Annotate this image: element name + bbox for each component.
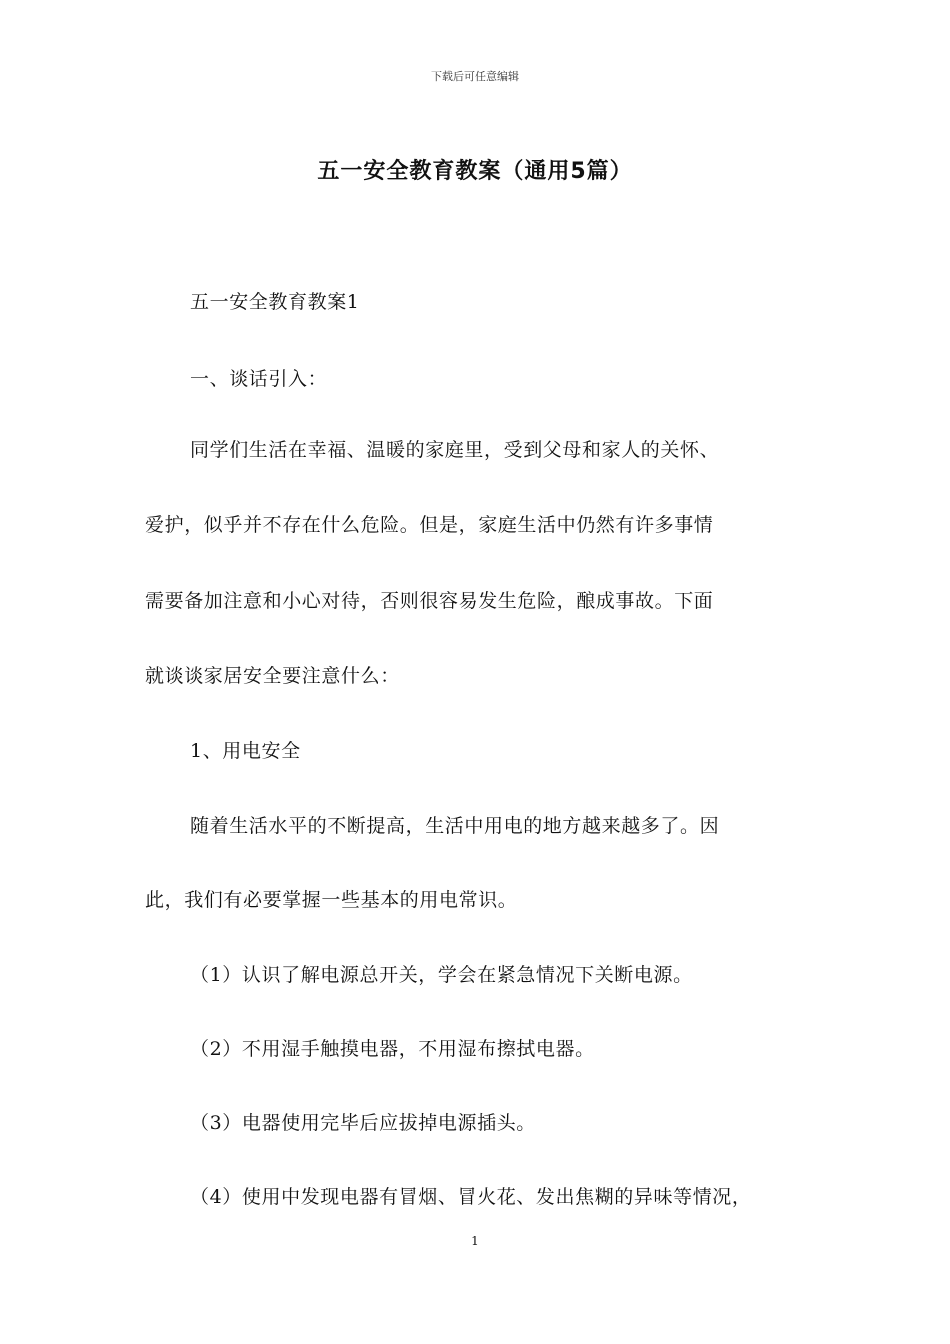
- document-title: 五一安全教育教案（通用5篇）: [317, 159, 633, 184]
- paragraph-line: 爱护，似乎并不存在什么危险。但是，家庭生活中仍然有许多事情: [145, 514, 714, 536]
- list-item: （4）使用中发现电器有冒烟、冒火花、发出焦糊的异味等情况，: [190, 1186, 752, 1208]
- header-note: 下载后可任意编辑: [431, 70, 519, 83]
- section-heading: 五一安全教育教案1: [190, 291, 360, 313]
- paragraph-line: 此，我们有必要掌握一些基本的用电常识。: [145, 889, 518, 911]
- paragraph-line: 随着生活水平的不断提高，生活中用电的地方越来越多了。因: [190, 815, 720, 837]
- subheading-electricity: 1、用电安全: [190, 740, 301, 762]
- paragraph-line: 同学们生活在幸福、温暖的家庭里，受到父母和家人的关怀、: [190, 439, 720, 461]
- list-item: （2）不用湿手触摸电器，不用湿布擦拭电器。: [190, 1038, 595, 1060]
- subheading-intro: 一、谈话引入：: [190, 368, 328, 390]
- list-item: （3）电器使用完毕后应拔掉电源插头。: [190, 1112, 536, 1134]
- paragraph-line: 就谈谈家居安全要注意什么：: [145, 665, 400, 687]
- list-item: （1）认识了解电源总开关，学会在紧急情况下关断电源。: [190, 964, 693, 986]
- paragraph-line: 需要备加注意和小心对待，否则很容易发生危险，酿成事故。下面: [145, 590, 714, 612]
- page-number: 1: [471, 1234, 479, 1248]
